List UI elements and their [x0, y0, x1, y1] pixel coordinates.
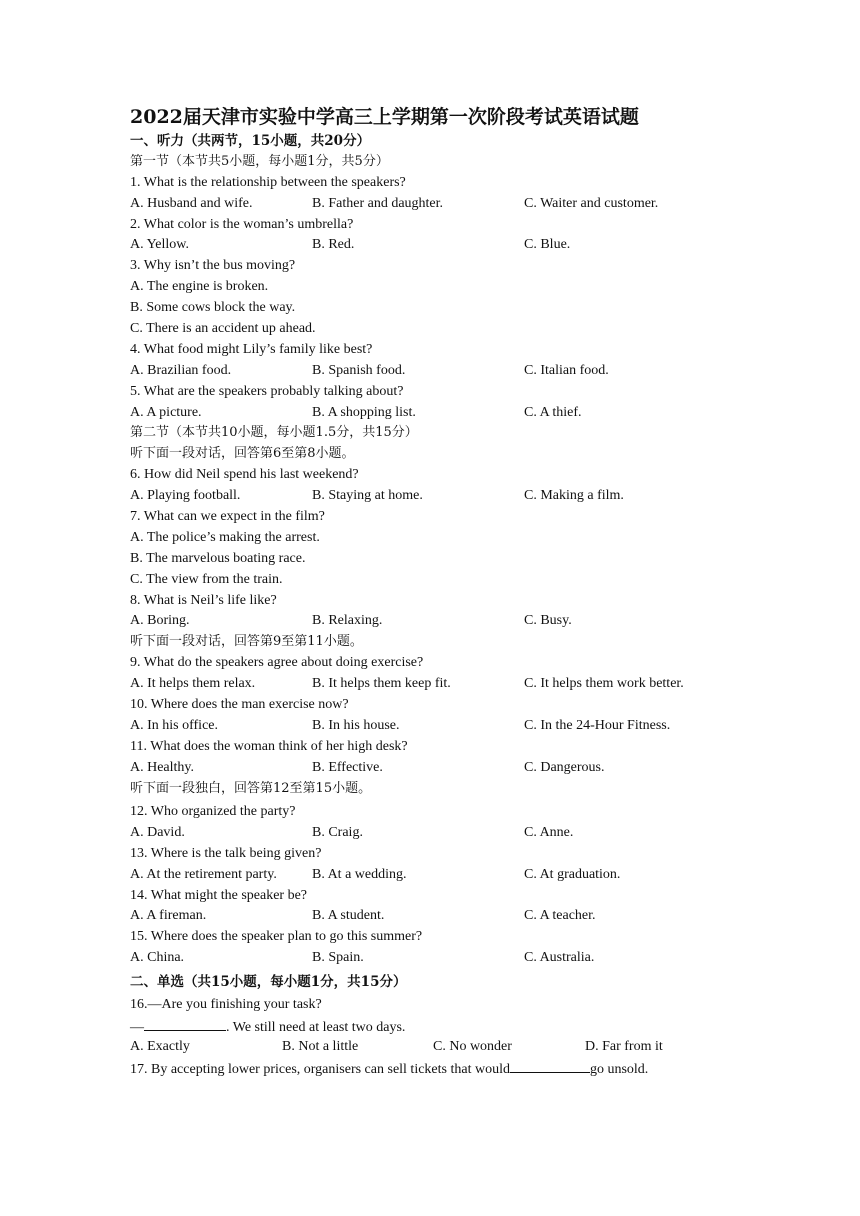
option-b: B. Relaxing.: [312, 613, 383, 629]
question-15: 15. Where does the speaker plan to go this summer?: [130, 929, 423, 945]
question-16: 16.—Are you finishing your task?: [130, 997, 322, 1013]
question-5: 5. What are the speakers probably talking about?: [130, 383, 404, 399]
options-row-13: [130, 865, 730, 886]
option-a: A. A fireman.: [130, 908, 207, 924]
option-c: C. Dangerous.: [524, 759, 605, 775]
option-a: A. In his office.: [130, 717, 218, 733]
option-c: C. At graduation.: [524, 866, 621, 882]
option-b: B. Not a little: [282, 1038, 359, 1054]
options-row-11: [130, 758, 730, 779]
option-c: C. Australia.: [524, 950, 595, 966]
question-3: 3. Why isn’t the bus moving?: [130, 258, 296, 274]
options-row-10: [130, 716, 730, 737]
option-a: A. Healthy.: [130, 759, 195, 775]
option-c: C. Blue.: [524, 237, 571, 253]
option-b: B. Craig.: [312, 824, 363, 840]
answer-blank: [144, 1016, 226, 1031]
option-a: A. David.: [130, 824, 185, 840]
options-row-14: [130, 906, 730, 927]
dash: —: [130, 1019, 144, 1035]
options-row-5: [130, 403, 730, 424]
options-row-1: [130, 194, 730, 215]
question-7: 7. What can we expect in the film?: [130, 509, 325, 525]
question-8: 8. What is Neil’s life like?: [130, 592, 277, 608]
option-c: C. It helps them work better.: [524, 676, 684, 692]
part1-heading: 一、听力（共两节，15小题，共20分）: [130, 133, 371, 149]
question-11: 11. What does the woman think of her high desk?: [130, 738, 408, 754]
option-c: C. Waiter and customer.: [524, 195, 659, 211]
option-b: B. The marvelous boating race.: [130, 550, 306, 566]
intro-9-11: 听下面一段对话，回答第9至第11小题。: [130, 634, 363, 650]
question-17-suffix: go unsold.: [589, 1061, 649, 1077]
option-b: B. Spain.: [312, 950, 364, 966]
question-4: 4. What food might Lily’s family like best?: [130, 341, 373, 357]
intro-6-8: 听下面一段对话，回答第6至第8小题。: [130, 446, 355, 462]
options-row-2: [130, 235, 730, 256]
options-row-12: [130, 823, 730, 844]
option-c: C. There is an accident up ahead.: [130, 321, 316, 337]
option-b: B. Staying at home.: [312, 488, 423, 504]
section1-note: 第一节（本节共5小题，每小题1分，共5分）: [130, 153, 389, 169]
option-a: A. Exactly: [130, 1038, 190, 1054]
option-c: C. In the 24-Hour Fitness.: [524, 717, 671, 733]
options-row-15: [130, 948, 730, 969]
option-a: A. Boring.: [130, 613, 190, 629]
question-14: 14. What might the speaker be?: [130, 887, 308, 903]
option-a: A. Husband and wife.: [130, 195, 253, 211]
option-b: B. A student.: [312, 908, 385, 924]
option-b: B. In his house.: [312, 717, 400, 733]
option-c: C. Busy.: [524, 613, 572, 629]
option-c: C. No wonder: [433, 1038, 512, 1054]
question-1: 1. What is the relationship between the speakers?: [130, 174, 406, 190]
question-12: 12. Who organized the party?: [130, 804, 296, 819]
option-b: B. At a wedding.: [312, 866, 407, 882]
options-row-8: [130, 611, 730, 632]
option-d: D. Far from it: [585, 1038, 663, 1054]
exam-title: 2022届天津市实验中学高三上学期第一次阶段考试英语试题: [130, 106, 639, 128]
option-c: C. The view from the train.: [130, 571, 283, 587]
option-a: A. The engine is broken.: [130, 279, 269, 295]
option-a: A. A picture.: [130, 404, 202, 420]
question-10: 10. Where does the man exercise now?: [130, 697, 349, 713]
intro-12-15: 听下面一段独白，回答第12至第15小题。: [130, 780, 372, 796]
question-17-text: 17. By accepting lower prices, organisers can sell tickets that would: [130, 1061, 510, 1077]
part2-heading: 二、单选（共15小题，每小题1分，共15分）: [130, 973, 407, 990]
option-a: A. At the retirement party.: [130, 866, 277, 882]
option-a: A. It helps them relax.: [130, 676, 256, 692]
answer-blank: [510, 1058, 590, 1073]
question-17: [130, 1058, 730, 1079]
option-a: A. The police’s making the arrest.: [130, 529, 320, 545]
option-b: B. Some cows block the way.: [130, 300, 296, 316]
option-b: B. Effective.: [312, 759, 383, 775]
option-b: B. Father and daughter.: [312, 195, 444, 211]
option-c: C. Italian food.: [524, 362, 609, 378]
option-b: B. Red.: [312, 237, 355, 253]
exam-page: [130, 104, 730, 1079]
option-a: A. Brazilian food.: [130, 362, 232, 378]
option-a: A. Playing football.: [130, 488, 241, 504]
option-c: C. A thief.: [524, 404, 582, 420]
question-16-response: [130, 1016, 730, 1037]
option-c: C. Anne.: [524, 824, 574, 840]
option-a: A. China.: [130, 950, 185, 966]
option-c: C. Making a film.: [524, 488, 624, 504]
option-b: B. It helps them keep fit.: [312, 676, 451, 692]
section2-note: 第二节（本节共10小题，每小题1.5分，共15分）: [130, 425, 418, 441]
question-2: 2. What color is the woman’s umbrella?: [130, 216, 354, 232]
options-row-16: [130, 1037, 730, 1058]
option-c: C. A teacher.: [524, 908, 596, 924]
response-text: . We still need at least two days.: [226, 1019, 406, 1035]
question-13: 13. Where is the talk being given?: [130, 845, 322, 861]
question-6: 6. How did Neil spend his last weekend?: [130, 467, 359, 483]
option-b: B. A shopping list.: [312, 404, 416, 420]
options-row-9: [130, 674, 730, 695]
option-b: B. Spanish food.: [312, 362, 406, 378]
options-row-6: [130, 486, 730, 507]
option-a: A. Yellow.: [130, 237, 189, 253]
options-row-4: [130, 361, 730, 382]
question-9: 9. What do the speakers agree about doing exercise?: [130, 655, 424, 671]
